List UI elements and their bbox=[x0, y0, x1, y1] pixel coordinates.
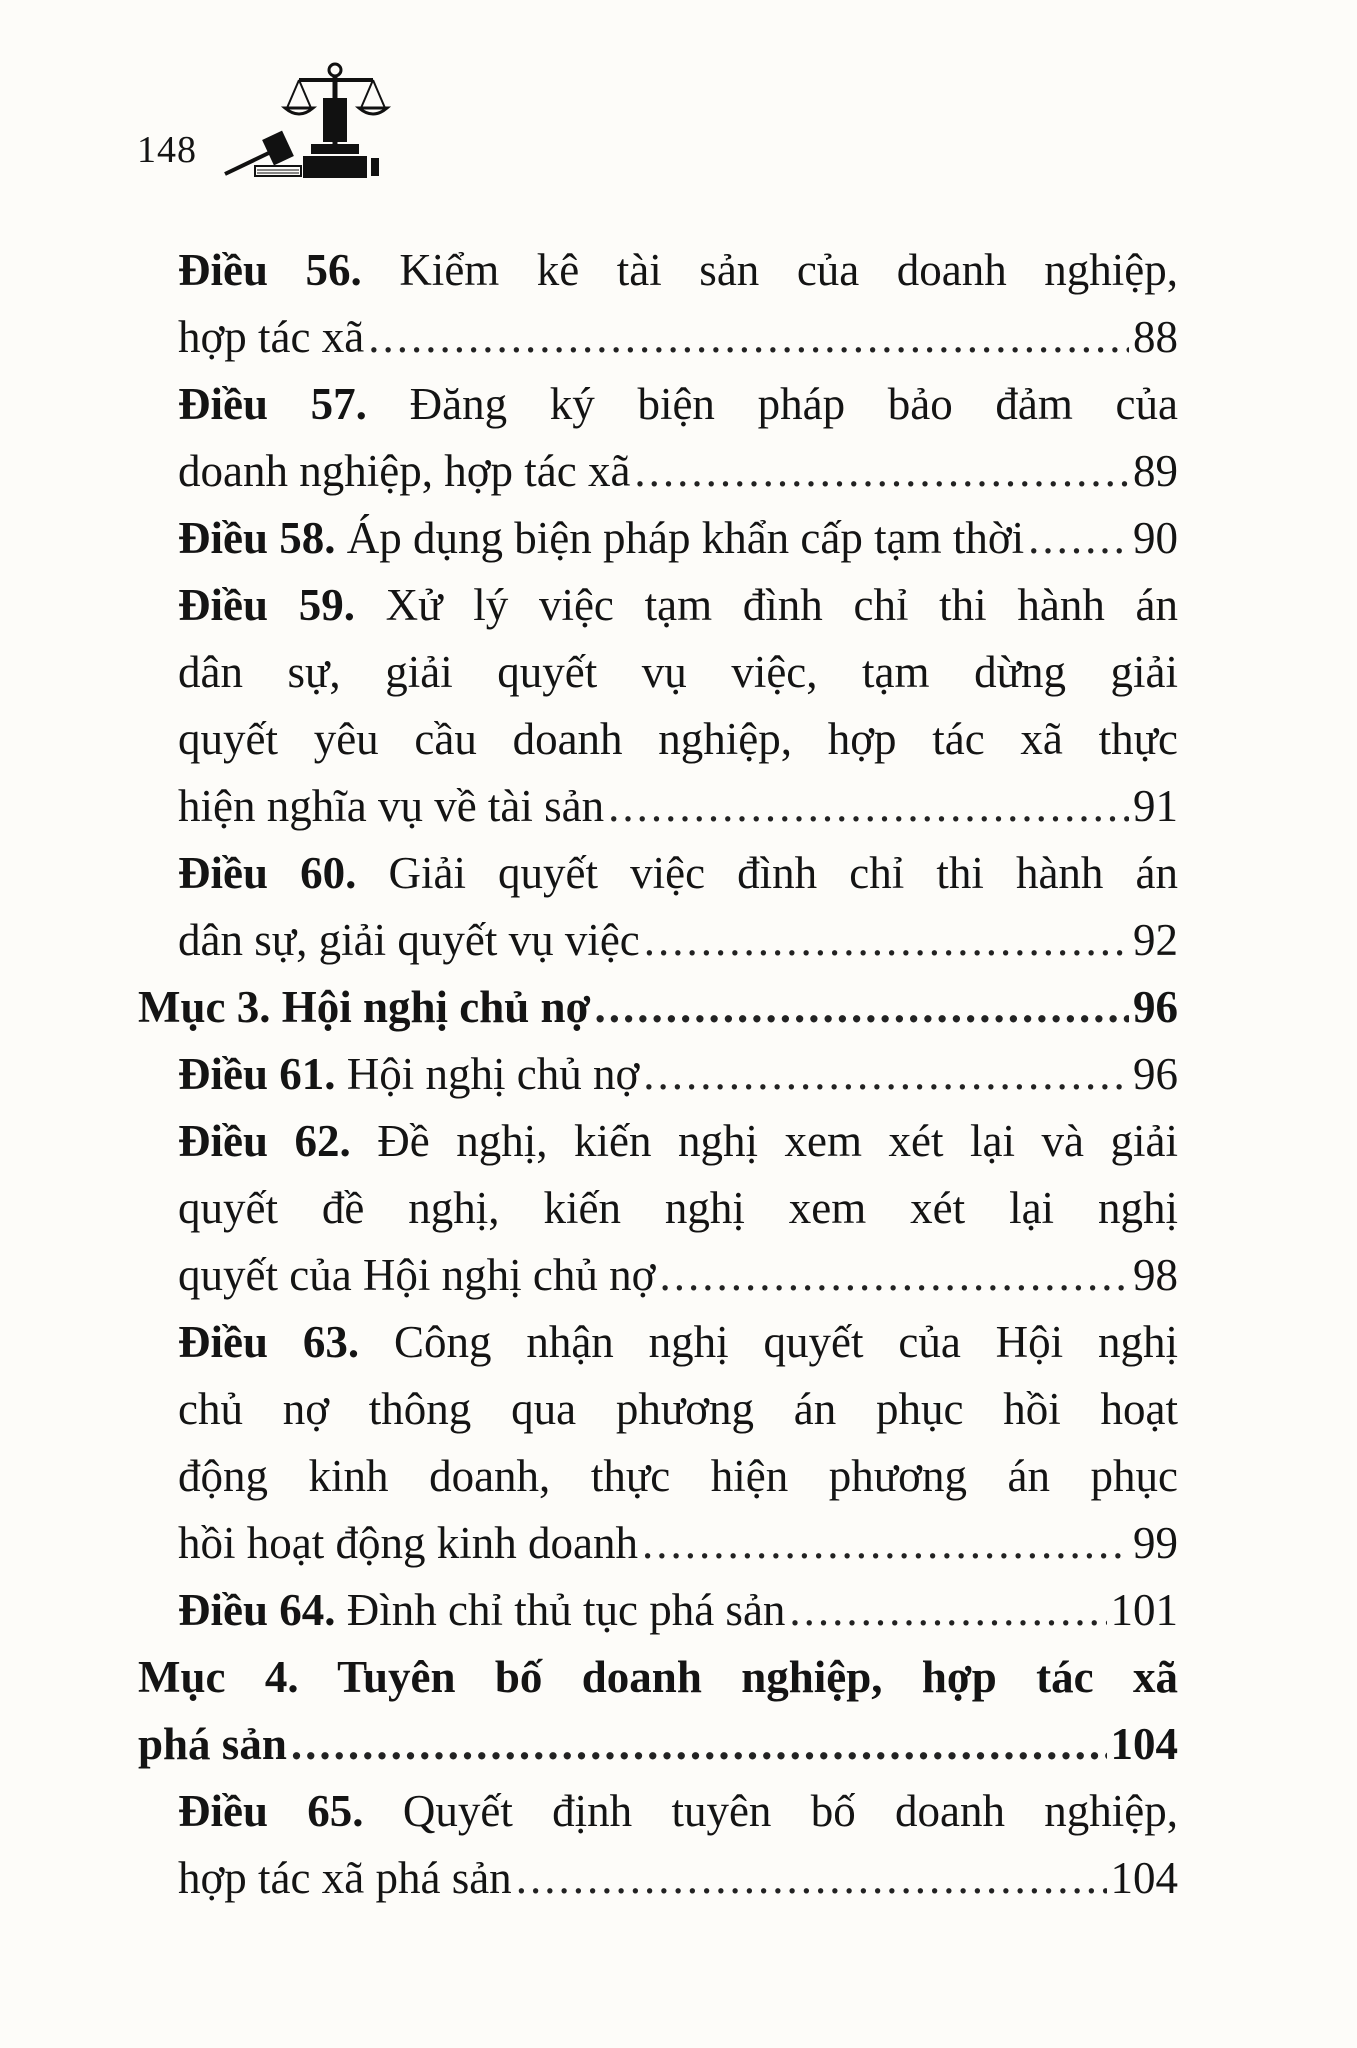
toc-section-line: Mục 4. Tuyên bố doanh nghiệp, hợp tác xã bbox=[138, 1652, 1178, 1702]
toc-entry-line: hiện nghĩa vụ về tài sản ..... 91 bbox=[178, 773, 1178, 839]
toc-entry-line: Điều 57. Đăng ký biện pháp bảo đảm của bbox=[178, 379, 1179, 429]
toc-entry-line: quyết của Hội nghị chủ nợ ..... 98 bbox=[178, 1242, 1178, 1308]
toc-page-number: 96 bbox=[1133, 982, 1178, 1032]
toc-page-number: 96 bbox=[1133, 1049, 1178, 1099]
toc-page-number: 92 bbox=[1133, 915, 1178, 965]
toc-entry-line: doanh nghiệp, hợp tác xã ..... 89 bbox=[178, 438, 1178, 504]
toc-entry-line: Điều 65. Quyết định tuyên bố doanh nghiệp, bbox=[178, 1786, 1179, 1836]
toc-page-number: 101 bbox=[1110, 1585, 1178, 1635]
toc-entry-line: quyết yêu cầu doanh nghiệp, hợp tác xã thực bbox=[178, 714, 1178, 764]
toc-entry-line: hợp tác xã phá sản ..... 104 bbox=[178, 1845, 1178, 1911]
toc-page-number: 104 bbox=[1110, 1719, 1178, 1769]
toc-entry-line: Điều 59. Xử lý việc tạm đình chỉ thi hành án bbox=[178, 580, 1179, 630]
toc-page-number: 88 bbox=[1133, 312, 1178, 362]
toc-page-number: 98 bbox=[1133, 1250, 1178, 1300]
toc-entry-line: quyết đề nghị, kiến nghị xem xét lại nghị bbox=[178, 1183, 1178, 1233]
toc-entry-line: Điều 63. Công nhận nghị quyết của Hội nghị bbox=[178, 1317, 1179, 1367]
toc-entry-line: dân sự, giải quyết vụ việc ..... 92 bbox=[178, 907, 1178, 973]
toc-section-line: Mục 3. Hội nghị chủ nợ ..... 96 bbox=[138, 974, 1178, 1040]
toc-entry-line: động kinh doanh, thực hiện phương án phục bbox=[178, 1451, 1178, 1501]
page-header bbox=[135, 58, 435, 178]
page-number: 148 bbox=[137, 129, 197, 171]
toc-entry-line: Điều 60. Giải quyết việc đình chỉ thi hành án bbox=[178, 848, 1179, 898]
toc-entry-line: dân sự, giải quyết vụ việc, tạm dừng giải bbox=[178, 647, 1178, 697]
toc-page-number: 89 bbox=[1133, 446, 1178, 496]
toc-page-number: 90 bbox=[1133, 513, 1178, 563]
toc-entry-line: chủ nợ thông qua phương án phục hồi hoạt bbox=[178, 1384, 1178, 1434]
toc-entry-line: Điều 64. Đình chỉ thủ tục phá sản ..... 101 bbox=[178, 1577, 1178, 1643]
toc-entry-line: hồi hoạt động kinh doanh ..... 99 bbox=[178, 1510, 1178, 1576]
toc-entry-line: Điều 56. Kiểm kê tài sản của doanh nghiệp, bbox=[178, 245, 1179, 295]
toc-page-number: 99 bbox=[1133, 1518, 1178, 1568]
toc-entry-line: Điều 61. Hội nghị chủ nợ ..... 96 bbox=[178, 1041, 1178, 1107]
scales-of-justice-gavel-icon bbox=[215, 58, 445, 178]
toc-entry-line: Điều 62. Đề nghị, kiến nghị xem xét lại và giải bbox=[178, 1116, 1178, 1166]
toc-page-number: 91 bbox=[1133, 781, 1178, 831]
toc-page-number: 104 bbox=[1110, 1853, 1178, 1903]
toc-entry-line: Điều 58. Áp dụng biện pháp khẩn cấp tạm thời ..... 90 bbox=[178, 505, 1178, 571]
toc-entry-line: hợp tác xã ..... 88 bbox=[178, 304, 1178, 370]
toc-section-line: phá sản ..... 104 bbox=[138, 1711, 1178, 1777]
